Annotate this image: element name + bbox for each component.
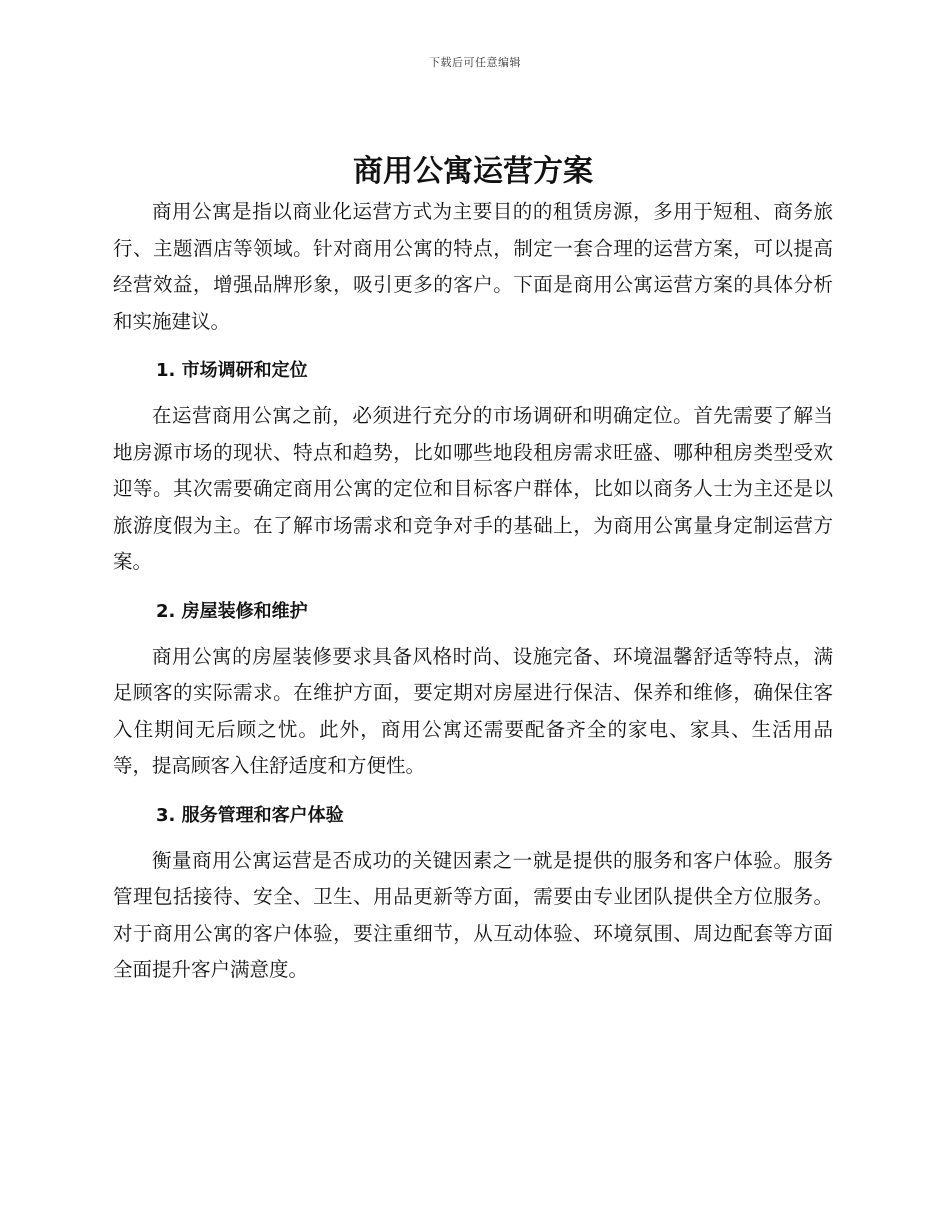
intro-paragraph: 商用公寓是指以商业化运营方式为主要目的的租赁房源，多用于短租、商务旅行、主题酒店等领域。针对商用公寓的特点，制定一套合理的运营方案，可以提高经营效益，增强品牌形象，吸引更多的客户。下面是商用公寓运营方案的具体分析和实施建议。 — [113, 200, 833, 333]
section-body-renovation-maintenance: 商用公寓的房屋装修要求具备风格时尚、设施完备、环境温馨舒适等特点，满足顾客的实际需求。在维护方面，要定期对房屋进行保洁、保养和维修，确保住客入住期间无后顾之忧。此外，商用公寓还需要配备齐全的家电、家具、生活用品等，提高顾客入住舒适度和方便性。 — [113, 644, 833, 777]
section-body-service-experience: 衡量商用公寓运营是否成功的关键因素之一就是提供的服务和客户体验。服务管理包括接待、安全、卫生、用品更新等方面，需要由专业团队提供全方位服务。对于商用公寓的客户体验，要注重细节，从互动体验、环境氛围、周边配套等方面全面提升客户满意度。 — [113, 848, 833, 981]
section-body-market-research: 在运营商用公寓之前，必须进行充分的市场调研和明确定位。首先需要了解当地房源市场的现状、特点和趋势，比如哪些地段租房需求旺盛、哪种租房类型受欢迎等。其次需要确定商用公寓的定位和目标客户群体，比如以商务人士为主还是以旅游度假为主。在了解市场需求和竞争对手的基础上，为商用公寓量身定制运营方案。 — [113, 404, 833, 573]
document-title: 商用公寓运营方案 — [353, 154, 593, 189]
page-header-note: 下载后可任意编辑 — [429, 56, 521, 69]
section-heading-renovation-maintenance: 2. 房屋装修和维护 — [156, 600, 308, 622]
section-heading-service-experience: 3. 服务管理和客户体验 — [156, 804, 344, 826]
section-heading-market-research: 1. 市场调研和定位 — [156, 360, 308, 381]
document-body — [113, 150, 833, 989]
